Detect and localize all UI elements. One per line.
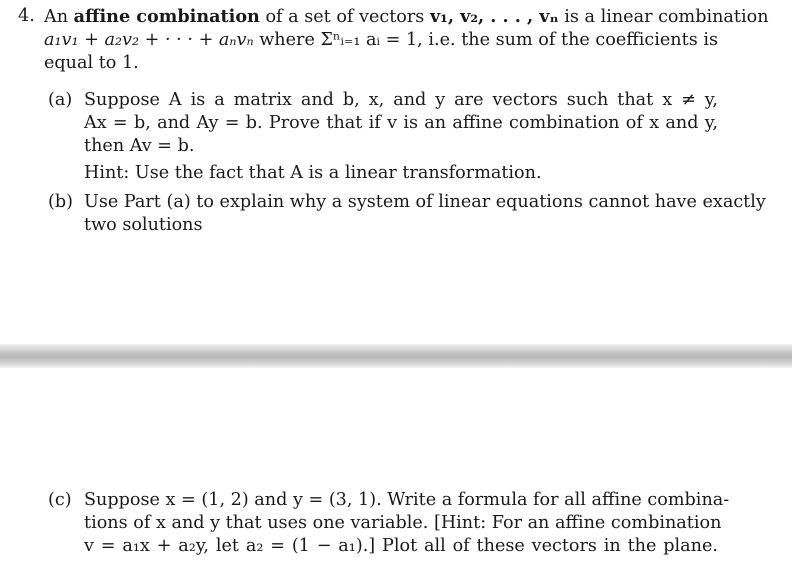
where-word: where <box>259 30 315 50</box>
question-line-1 <box>44 5 769 30</box>
part-a-label: (a) <box>48 90 73 110</box>
part-c-line-2-text: tions of x and y that uses one variable. [Hint: For an affine combination <box>84 513 722 533</box>
part-a-hint: Hint: Use the fact that A is a linear transformation. <box>84 163 542 183</box>
part-a-line-2 <box>84 112 718 136</box>
question-line-2 <box>44 29 718 53</box>
part-a-line-2-text: Ax = b, and Ay = b. Prove that if v is an affine combination of x and y, <box>84 113 718 133</box>
part-c-line-3-text: v = a₁x + a₂y, let a₂ = (1 − a₁).] Plot all of these vectors in the plane. <box>84 536 718 556</box>
question-line-2-justified <box>44 29 718 53</box>
term-affine-combination: affine combination <box>73 6 260 27</box>
question-line-3: equal to 1. <box>44 53 139 73</box>
question-line-1-justified <box>44 5 769 30</box>
question-ie-text: i.e. the sum of the coefficients is <box>428 30 718 50</box>
part-b-line-1: Use Part (a) to explain why a system of linear equations cannot have exactly <box>84 192 766 212</box>
question-lead-1: An <box>44 7 69 27</box>
part-b-line-2: two solutions <box>84 215 203 235</box>
coefficient-sum-expression: Σⁿᵢ₌₁ aᵢ = 1, <box>320 30 423 50</box>
part-a-line-1-text: Suppose A is a matrix and b, x, and y are vectors such that x ≠ y, <box>84 90 718 110</box>
part-c-line-1-text: Suppose x = (1, 2) and y = (3, 1). Write a formula for all affine combina- <box>84 490 730 510</box>
part-c-label: (c) <box>48 490 72 510</box>
part-a-line-1 <box>84 89 718 113</box>
question-lead-3: is a linear combination <box>564 7 769 27</box>
page-separator <box>0 344 792 368</box>
vector-list: v₁, v₂, . . . , vₙ <box>429 6 559 27</box>
question-lead-2: of a set of vectors <box>265 7 425 27</box>
part-c-line-3 <box>84 535 718 559</box>
part-b-label: (b) <box>48 192 73 212</box>
page-bottom <box>0 368 792 566</box>
linear-combination-expression: a₁v₁ + a₂v₂ + · · · + aₙvₙ <box>44 30 254 50</box>
part-a-line-3: then Av = b. <box>84 136 195 156</box>
question-number: 4. <box>18 6 35 26</box>
part-c-line-1 <box>84 489 730 513</box>
part-c-line-2 <box>84 512 722 536</box>
